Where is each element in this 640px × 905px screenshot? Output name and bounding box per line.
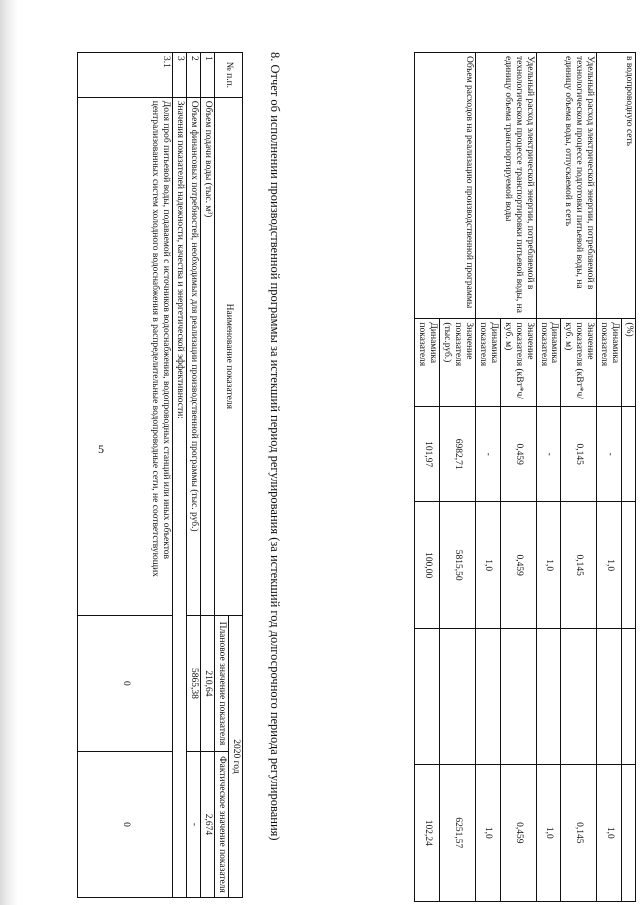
col-header-year: 2020 год bbox=[229, 615, 243, 897]
value-cell: 102,24 bbox=[415, 764, 440, 902]
indicator-name: Удельный расход электрической энергии, потребляемой в технологическом процессе транспортировки питьевой воды, на единицу объема транспортируемой воды bbox=[476, 53, 537, 319]
row-fact-value: - bbox=[187, 751, 201, 897]
indicator-unit: Значение показателя (тыс.руб.) bbox=[440, 319, 476, 407]
value-cell: - bbox=[476, 407, 501, 502]
value-cell: 100,00 bbox=[415, 502, 440, 629]
col-header-indicator: Наименование показателя bbox=[215, 97, 243, 615]
row-plan-value: 5865,38 bbox=[187, 615, 201, 751]
row-num: 3 bbox=[173, 53, 187, 98]
row-fact-value: 2,674 bbox=[201, 751, 215, 897]
value-cell bbox=[622, 407, 636, 502]
table-row bbox=[173, 53, 187, 898]
indicator-name: в водопроводную сеть bbox=[597, 53, 636, 319]
table-header-row bbox=[229, 53, 243, 898]
row-plan-value: 0 bbox=[78, 615, 173, 751]
indicator-unit: Динамика показателя bbox=[597, 319, 622, 407]
value-cell: 1,0 bbox=[476, 502, 501, 629]
value-cell: 1,0 bbox=[536, 764, 561, 902]
row-indicator: Доля проб питьевой воды, подаваемой с источников водоснабжения, водопроводных станций или иных объектов централизованных систем холодного водоснабжения в распределительные водопроводные сети, не соответствующих bbox=[78, 97, 173, 615]
indicator-unit: (%) bbox=[622, 319, 636, 407]
row-num: 2 bbox=[187, 53, 201, 98]
table-row bbox=[561, 53, 597, 902]
table-row bbox=[78, 53, 173, 898]
value-cell: 1,0 bbox=[597, 764, 622, 902]
value-cell bbox=[500, 629, 536, 764]
value-cell bbox=[622, 629, 636, 764]
row-indicator: Объем подачи воды (тыс. м³) bbox=[201, 97, 215, 615]
row-fact-value: 0 bbox=[78, 751, 173, 897]
value-cell: 0,459 bbox=[500, 502, 536, 629]
col-header-plan: Плановое значение показателя bbox=[215, 615, 229, 751]
value-cell: 6251,57 bbox=[440, 764, 476, 902]
indicator-unit: Динамика показателя bbox=[476, 319, 501, 407]
value-cell bbox=[415, 629, 440, 764]
value-cell bbox=[622, 764, 636, 902]
value-cell: 0,459 bbox=[500, 764, 536, 902]
indicator-unit: Динамика показателя bbox=[536, 319, 561, 407]
program-execution-table bbox=[77, 52, 243, 898]
value-cell: 1,0 bbox=[597, 502, 622, 629]
value-cell bbox=[561, 629, 597, 764]
col-header-num: № п.п. bbox=[215, 53, 243, 98]
row-indicator: Объем финансовых потребностей, необходимых для реализации производственной программы (тыс. руб.) bbox=[187, 97, 201, 615]
indicators-table bbox=[414, 52, 636, 902]
value-cell: - bbox=[536, 407, 561, 502]
row-plan-value: 210,64 bbox=[201, 615, 215, 751]
value-cell: 1,0 bbox=[476, 764, 501, 902]
table-row bbox=[500, 53, 536, 902]
value-cell: - bbox=[597, 407, 622, 502]
value-cell bbox=[476, 629, 501, 764]
value-cell bbox=[597, 629, 622, 764]
table-row bbox=[201, 53, 215, 898]
value-cell: 0,145 bbox=[561, 407, 597, 502]
col-header-fact: Фактическое значение показателя bbox=[215, 751, 229, 897]
value-cell bbox=[440, 629, 476, 764]
value-cell: 0,459 bbox=[500, 407, 536, 502]
indicator-unit: Динамика показателя bbox=[415, 319, 440, 407]
value-cell: 0,145 bbox=[561, 764, 597, 902]
value-cell: 6982,71 bbox=[440, 407, 476, 502]
value-cell bbox=[622, 502, 636, 629]
page-number: 5 bbox=[98, 442, 104, 456]
indicator-unit: Значение показателя (кВт*ч/куб. м) bbox=[561, 319, 597, 407]
indicator-unit: Значение показателя (кВт*ч/куб. м) bbox=[500, 319, 536, 407]
indicator-name: Объем расходов на реализацию производственной программы bbox=[415, 53, 476, 319]
value-cell: 0,145 bbox=[561, 502, 597, 629]
table-row bbox=[440, 53, 476, 902]
rotated-page-content bbox=[76, 52, 636, 902]
indicator-name: Удельный расход электрической энергии, потребляемой в технологическом процессе подготовки питьевой воды, на единицу объема воды, отпускаемой в сеть bbox=[536, 53, 597, 319]
value-cell: 1,0 bbox=[536, 502, 561, 629]
row-indicator: Значения показателей надежности, качества и энергетической эффективности: bbox=[173, 97, 187, 897]
row-num: 3.1 bbox=[78, 53, 173, 98]
row-num: 1 bbox=[201, 53, 215, 98]
table-row bbox=[622, 53, 636, 902]
value-cell: 101,97 bbox=[415, 407, 440, 502]
table-row bbox=[187, 53, 201, 898]
scan-edge-shadow bbox=[0, 0, 18, 905]
value-cell: 5815,50 bbox=[440, 502, 476, 629]
value-cell bbox=[536, 629, 561, 764]
section-8-heading: 8. Отчет об исполнении производственной программы за истекший период регулирования (за истекший год долгосрочного периода регулирования) bbox=[268, 52, 282, 841]
